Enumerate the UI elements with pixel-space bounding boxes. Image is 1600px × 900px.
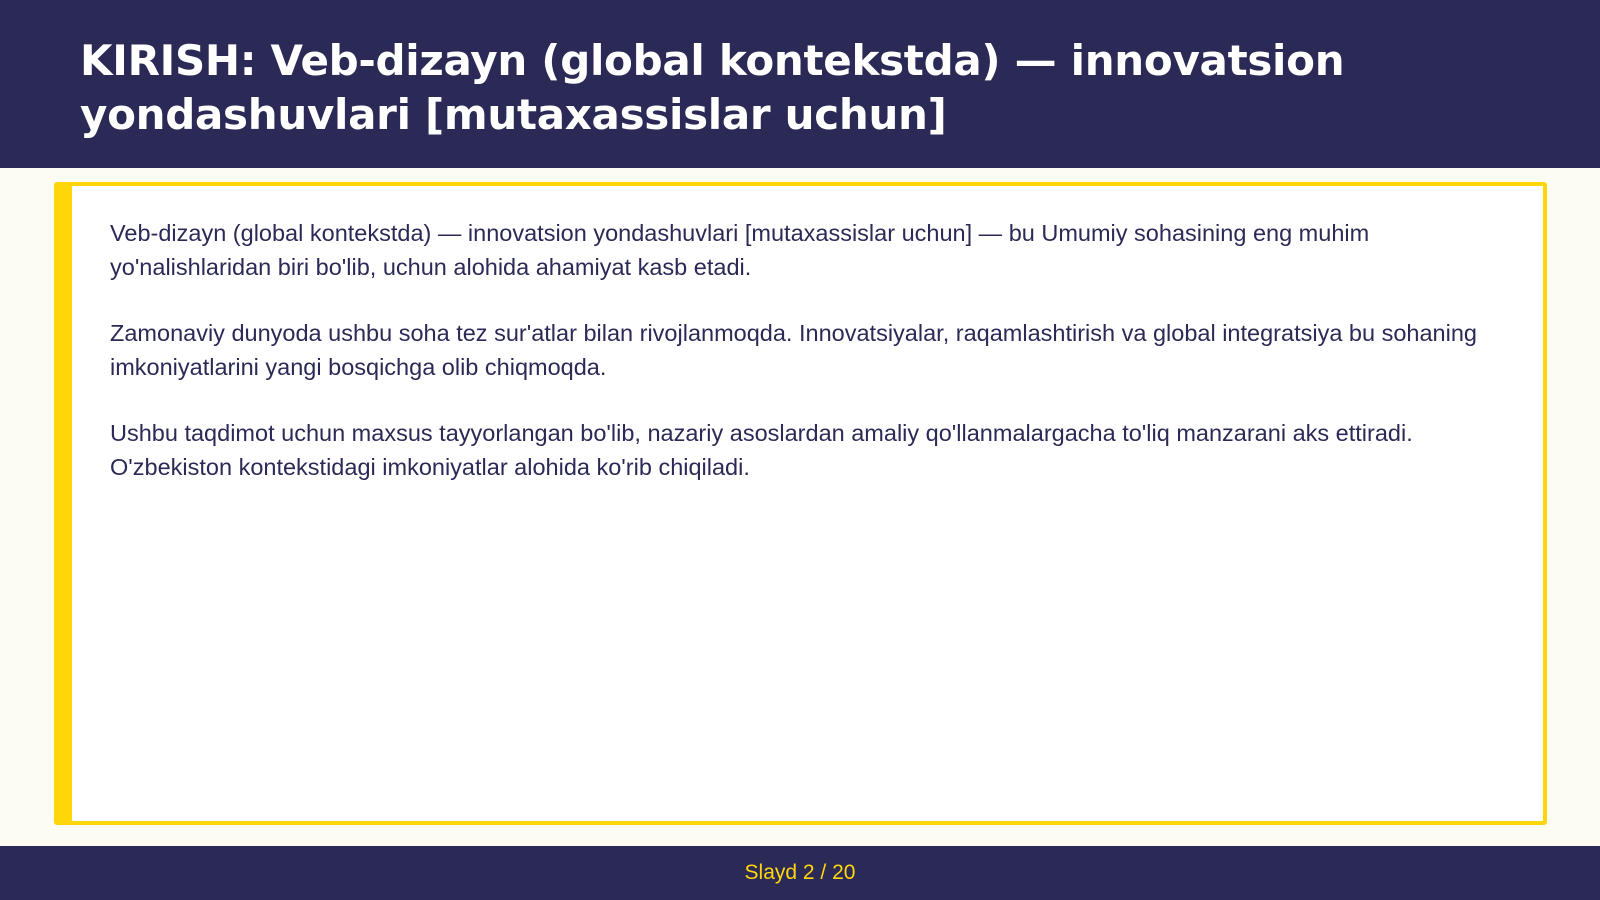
content-box xyxy=(54,182,1547,825)
slide-footer xyxy=(0,846,1600,900)
slide-header xyxy=(0,0,1600,168)
intro-paragraph: Veb-dizayn (global kontekstda) — innovatsion yondashuvlari [mutaxassislar uchun] — bu Umumiy sohasining eng muhim yo'nalishlaridan biri bo'lib, uchun alohida ahamiyat kasb etadi. xyxy=(110,220,1370,280)
presentation-purpose-paragraph: Ushbu taqdimot uchun maxsus tayyorlangan bo'lib, nazariy asoslardan amaliy qo'llanmalargacha to'liq manzarani aks ettiradi. O'zbekiston kontekstidagi imkoniyatlar alohida ko'rib chiqiladi. xyxy=(110,420,1413,480)
modern-world-paragraph: Zamonaviy dunyoda ushbu soha tez sur'atlar bilan rivojlanmoqda. Innovatsiyalar, raqamlashtirish va global integratsiya bu sohaning imkoniyatlarini yangi bosqichga olib chiqmoqda. xyxy=(110,320,1477,380)
slide-title: KIRISH: Veb-dizayn (global kontekstda) — innovatsion yondashuvlari [mutaxassislar uchun] xyxy=(80,36,1345,139)
slide-number: Slayd 2 / 20 xyxy=(744,861,856,884)
